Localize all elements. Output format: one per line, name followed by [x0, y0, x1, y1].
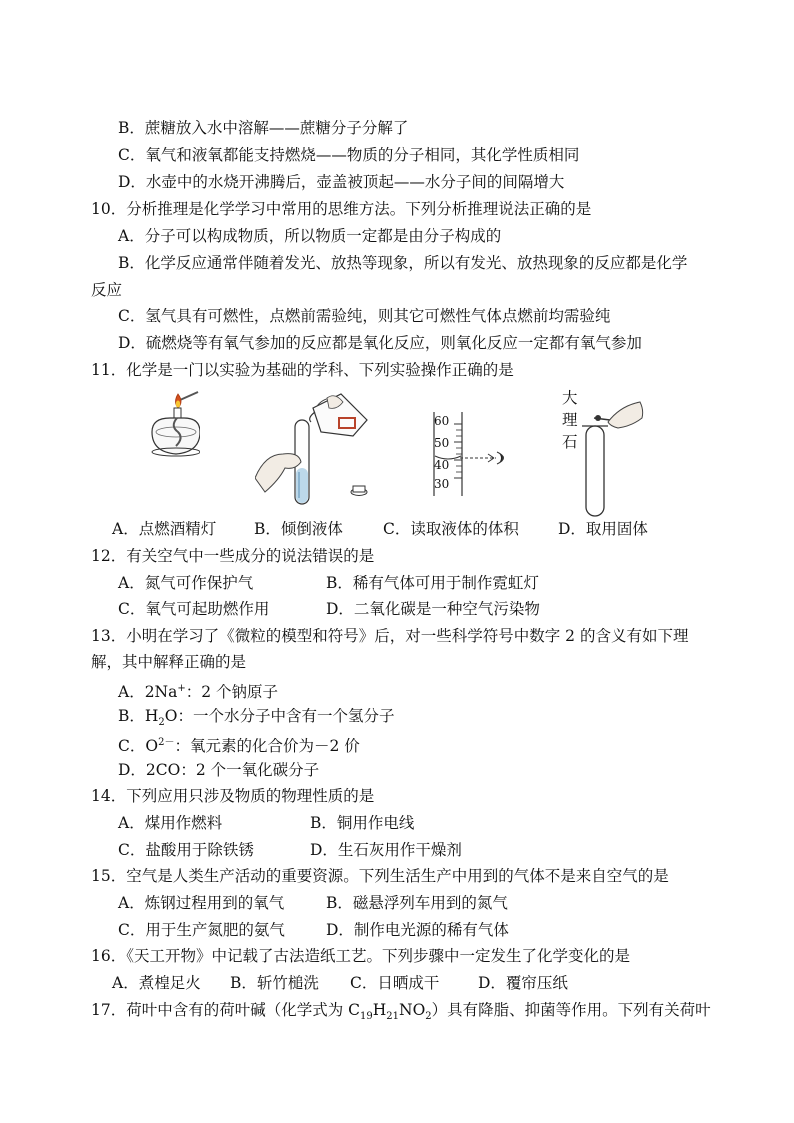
q14-option-d: D．生石灰用作干燥剂	[310, 841, 462, 859]
q15-stem: 15．空气是人类生产活动的重要资源。下列生活生产中用到的气体不是来自空气的是	[91, 867, 669, 885]
scale-label-30: 30	[434, 477, 450, 491]
q9-option-c: C．氧气和液氧都能支持燃烧——物质的分子相同，其化学性质相同	[118, 146, 580, 164]
marble-label-char2: 理	[562, 411, 578, 429]
q10-option-a: A．分子可以构成物质，所以物质一定都是由分子构成的	[118, 227, 502, 245]
scale-label-40: 40	[434, 458, 450, 472]
q14-option-a: A．煤用作燃料	[118, 814, 223, 832]
pouring-liquid-figure	[255, 388, 375, 506]
q14-option-c: C．盐酸用于除铁锈	[118, 841, 254, 859]
q10-option-d: D．硫燃烧等有氧气参加的反应都是氧化反应，则氧化反应一定都有氧气参加	[118, 334, 642, 352]
q11-option-b: B．倾倒液体	[254, 520, 343, 538]
q9-option-b: B．蔗糖放入水中溶解——蔗糖分子分解了	[118, 119, 409, 137]
q11-option-d: D．取用固体	[558, 520, 648, 538]
q11-option-c: C．读取液体的体积	[383, 520, 519, 538]
marble-label-char1: 大	[562, 389, 578, 407]
q13-option-a: A．2Na+：2 个钠原子	[118, 683, 279, 702]
q14-stem: 14．下列应用只涉及物质的物理性质的是	[91, 787, 375, 805]
q17-stem: 17．荷叶中含有的荷叶碱（化学式为 $C_{19}H_{21}NO_2$）具有降脂、抑菌等作用。下列有关荷叶	[91, 1001, 711, 1023]
q10-option-c: C．氢气具有可燃性，点燃前需验纯，则其它可燃性气体点燃前均需验纯	[118, 307, 611, 325]
q13-option-b: B．$H_2O$：一个水分子中含有一个氢分子	[118, 707, 395, 729]
scale-label-50: 50	[434, 436, 450, 450]
q12-option-d: D．二氧化碳是一种空气污染物	[326, 600, 540, 618]
q11-option-a: A．点燃酒精灯	[112, 520, 217, 538]
q12-option-c: C．氧气可起助燃作用	[118, 600, 270, 618]
q16-stem: 16．《天工开物》中记载了古法造纸工艺。下列步骤中一定发生了化学变化的是	[91, 947, 630, 965]
q16-option-c: C．日晒成干	[350, 974, 440, 992]
q15-option-a: A．炼钢过程用到的氧气	[118, 894, 285, 912]
marble-test-tube-figure	[580, 396, 650, 518]
q16-option-b: B．斩竹槌洗	[230, 974, 319, 992]
q13-stem: 13．小明在学习了《微粒的模型和符号》后，对一些科学符号中数字 2 的含义有如下理	[91, 627, 689, 645]
scale-label-60: 60	[434, 414, 450, 428]
q9-option-d: D．水壶中的水烧开沸腾后，壶盖被顶起——水分子间的间隔增大	[118, 173, 565, 191]
q14-option-b: B．铜用作电线	[310, 814, 415, 832]
alcohol-lamp-figure	[140, 388, 200, 458]
q10-stem: 10．分析推理是化学学习中常用的思维方法。下列分析推理说法正确的是	[91, 200, 592, 218]
q10-option-b: B．化学反应通常伴随着发光、放热等现象，所以有发光、放热现象的反应都是化学	[118, 254, 688, 272]
q16-option-a: A．煮楻足火	[112, 974, 201, 992]
marble-label-char3: 石	[562, 433, 578, 451]
q12-option-a: A．氮气可作保护气	[118, 574, 254, 592]
q13-stem-cont: 解，其中解释正确的是	[91, 653, 247, 671]
q12-stem: 12．有关空气中一些成分的说法错误的是	[91, 547, 375, 565]
q15-option-d: D．制作电光源的稀有气体	[326, 921, 509, 939]
q16-option-d: D．覆帘压纸	[478, 974, 568, 992]
q15-option-b: B．磁悬浮列车用到的氮气	[326, 894, 508, 912]
q13-option-d: D．2CO：2 个一氧化碳分子	[118, 761, 320, 779]
q15-option-c: C．用于生产氮肥的氨气	[118, 921, 285, 939]
q13-option-c: C．$O^{2-}$：氧元素的化合价为－2 价	[118, 737, 360, 756]
q11-stem: 11．化学是一门以实验为基础的学科、下列实验操作正确的是	[91, 361, 514, 379]
q12-option-b: B．稀有气体可用于制作霓虹灯	[326, 574, 539, 592]
q10-option-b-cont: 反应	[91, 281, 123, 299]
